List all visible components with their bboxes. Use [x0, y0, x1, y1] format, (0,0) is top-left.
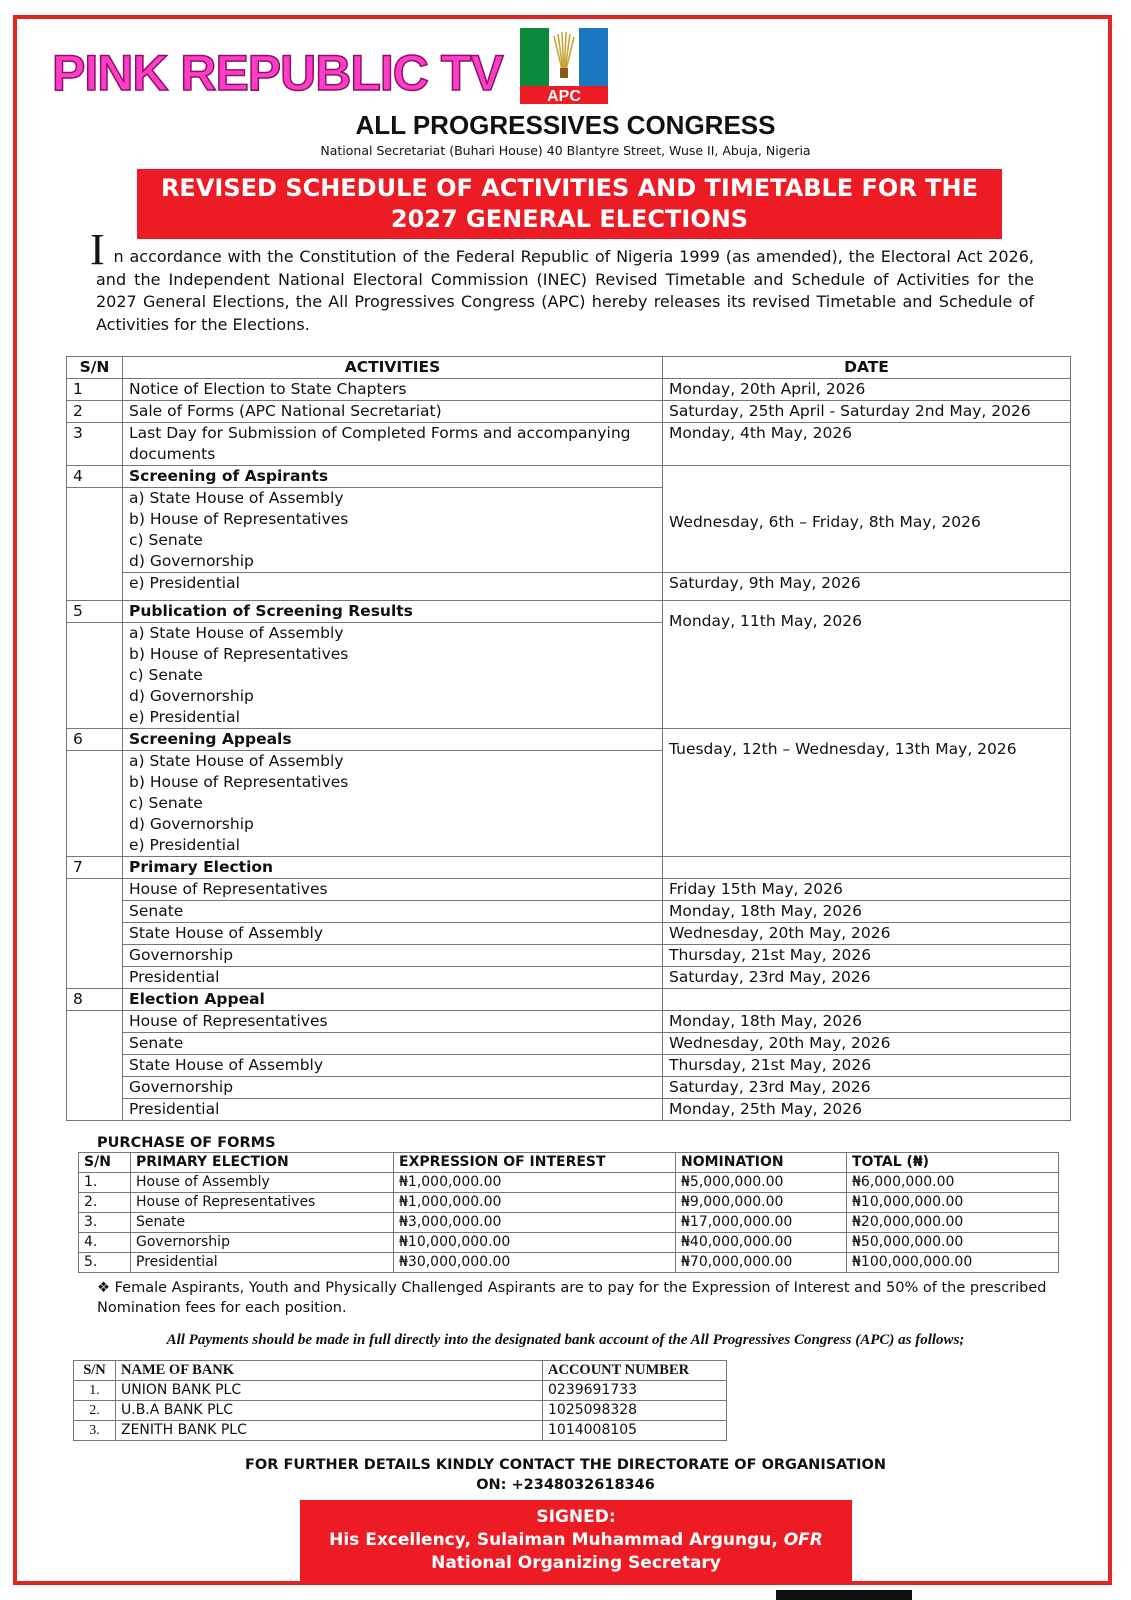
date-header: DATE	[663, 357, 1071, 379]
cell: 2.	[79, 1193, 131, 1213]
row-activity	[123, 751, 663, 857]
row-activity: State House of Assembly	[123, 1055, 663, 1077]
cell: 4.	[79, 1233, 131, 1253]
signatory-name: His Excellency, Sulaiman Muhammad Argungu,	[329, 1530, 778, 1550]
row-activity: Governorship	[123, 945, 663, 967]
logo-text: APC	[547, 88, 581, 104]
table-row	[67, 989, 1071, 1011]
row-activity: Senate	[123, 901, 663, 923]
row-sn: 6	[67, 729, 123, 751]
activity-line: a) State House of Assembly	[129, 752, 344, 770]
table-row	[79, 1193, 1059, 1213]
row-sn-spacer	[67, 1011, 123, 1121]
row-activity: House of Representatives	[123, 879, 663, 901]
col-header: NOMINATION	[676, 1153, 847, 1173]
section-title: Screening of Aspirants	[123, 466, 663, 488]
activity-line: c) Senate	[129, 666, 203, 684]
row-activity: Governorship	[123, 1077, 663, 1099]
corner-bar	[776, 1590, 912, 1600]
row-date	[663, 601, 1071, 729]
row-date: Monday, 4th May, 2026	[663, 423, 1071, 466]
row-sn: 4	[67, 466, 123, 488]
row-sn: 7	[67, 857, 123, 879]
row-sn: 2	[67, 401, 123, 423]
cell: ₦1,000,000.00	[394, 1193, 676, 1213]
activity-line: b) House of Representatives	[129, 645, 349, 663]
row-date-text: Monday, 11th May, 2026	[669, 612, 862, 630]
section-title: Election Appeal	[123, 989, 663, 1011]
table-row	[67, 401, 1071, 423]
bank-name: U.B.A BANK PLC	[116, 1401, 543, 1421]
row-activity: e) Presidential	[123, 573, 663, 601]
activity-line: b) House of Representatives	[129, 510, 349, 528]
activity-line: a) State House of Assembly	[129, 624, 344, 642]
intro-dropcap: I	[90, 225, 105, 274]
table-row	[79, 1213, 1059, 1233]
row-date: Thursday, 21st May, 2026	[663, 945, 1071, 967]
row-sn-spacer	[67, 623, 123, 729]
row-date: Thursday, 21st May, 2026	[663, 1055, 1071, 1077]
table-row	[67, 901, 1071, 923]
row-activity: Presidential	[123, 1099, 663, 1121]
section-title: Screening Appeals	[123, 729, 663, 751]
party-name: ALL PROGRESSIVES CONGRESS	[355, 110, 776, 140]
row-sn: 1	[67, 379, 123, 401]
col-header: PRIMARY ELECTION	[131, 1153, 394, 1173]
row-activity: Sale of Forms (APC National Secretariat)	[123, 401, 663, 423]
cell: 2.	[74, 1401, 116, 1421]
purchase-header-row	[79, 1153, 1059, 1173]
table-row	[79, 1233, 1059, 1253]
cell: House of Representatives	[131, 1193, 394, 1213]
row-activity: Senate	[123, 1033, 663, 1055]
row-date: Saturday, 9th May, 2026	[663, 573, 1071, 601]
activity-line: c) Senate	[129, 794, 203, 812]
cell: ₦10,000,000.00	[847, 1193, 1059, 1213]
table-row	[74, 1381, 727, 1401]
row-date: Monday, 18th May, 2026	[663, 901, 1071, 923]
cell: Governorship	[131, 1233, 394, 1253]
table-row	[79, 1173, 1059, 1193]
table-row	[67, 879, 1071, 901]
signed-label: SIGNED:	[536, 1507, 616, 1527]
signatory-position: National Organizing Secretary	[431, 1553, 721, 1573]
cell: 3.	[74, 1421, 116, 1441]
table-row	[67, 923, 1071, 945]
cell: Senate	[131, 1213, 394, 1233]
cell: ₦5,000,000.00	[676, 1173, 847, 1193]
col-header: NAME OF BANK	[116, 1361, 543, 1381]
brand-title: PINK REPUBLIC TV	[52, 45, 503, 101]
schedule-table	[66, 356, 1071, 1121]
table-row	[67, 729, 1071, 751]
row-sn: 5	[67, 601, 123, 623]
row-date: Friday 15th May, 2026	[663, 879, 1071, 901]
account-number: 1014008105	[543, 1421, 727, 1441]
activity-line: d) Governorship	[129, 552, 254, 570]
apc-logo	[520, 28, 608, 104]
title-line-2: 2027 GENERAL ELECTIONS	[390, 205, 749, 233]
row-date: Saturday, 25th April - Saturday 2nd May, 2026	[663, 401, 1071, 423]
contact-info	[0, 1455, 1131, 1495]
row-date-empty	[663, 989, 1071, 1011]
row-date: Monday, 18th May, 2026	[663, 1011, 1071, 1033]
activity-line: e) Presidential	[129, 708, 240, 726]
row-date: Wednesday, 20th May, 2026	[663, 1033, 1071, 1055]
row-sn: 3	[67, 423, 123, 466]
schedule-header-row	[67, 357, 1071, 379]
sn-header: S/N	[67, 357, 123, 379]
cell: 1.	[79, 1173, 131, 1193]
cell: 1.	[74, 1381, 116, 1401]
cell: ₦1,000,000.00	[394, 1173, 676, 1193]
activity-line: b) House of Representatives	[129, 773, 349, 791]
table-row	[67, 466, 1071, 488]
table-row	[67, 1099, 1071, 1121]
table-row	[67, 1055, 1071, 1077]
col-header: TOTAL (₦)	[847, 1153, 1059, 1173]
signatory-honor: OFR	[783, 1530, 823, 1550]
intro-text: n accordance with the Constitution of the Federal Republic of Nigeria 1999 (as amended), the Electoral Act 2026, and the Independent National Electoral Commission (INEC) Revised Timetable and Schedule of Activities for the 2027 General Elections, the All Progressives Congress (APC) hereby releases its revised Timetable and Schedule of Activities for the Elections.	[96, 247, 1034, 334]
table-row	[67, 945, 1071, 967]
row-sn-spacer	[67, 879, 123, 989]
row-date: Wednesday, 6th – Friday, 8th May, 2026	[663, 466, 1071, 573]
table-row	[74, 1401, 727, 1421]
activity-line: documents	[129, 445, 216, 463]
row-activity	[123, 488, 663, 573]
bank-accounts-table	[73, 1360, 727, 1441]
row-sn-spacer	[67, 488, 123, 601]
row-date: Wednesday, 20th May, 2026	[663, 923, 1071, 945]
row-date: Monday, 20th April, 2026	[663, 379, 1071, 401]
table-row	[67, 1077, 1071, 1099]
table-row	[67, 1011, 1071, 1033]
table-row	[67, 573, 1071, 601]
secretariat-address: National Secretariat (Buhari House) 40 Blantyre Street, Wuse II, Abuja, Nigeria	[320, 143, 811, 158]
cell: ₦40,000,000.00	[676, 1233, 847, 1253]
discount-note	[97, 1278, 1047, 1318]
note-text: Female Aspirants, Youth and Physically Challenged Aspirants are to pay for the Expression of Interest and 50% of the prescribed Nomination fees for each position.	[97, 1280, 1047, 1316]
activities-header: ACTIVITIES	[123, 357, 663, 379]
cell: ₦30,000,000.00	[394, 1253, 676, 1273]
purchase-forms-table	[78, 1152, 1059, 1273]
account-number: 1025098328	[543, 1401, 727, 1421]
cell: ₦10,000,000.00	[394, 1233, 676, 1253]
cell: 3.	[79, 1213, 131, 1233]
row-date-text: Tuesday, 12th – Wednesday, 13th May, 2026	[669, 740, 1017, 758]
cell: House of Assembly	[131, 1173, 394, 1193]
row-sn-spacer	[67, 751, 123, 857]
cell: 5.	[79, 1253, 131, 1273]
signature-banner	[300, 1500, 852, 1584]
bank-name: UNION BANK PLC	[116, 1381, 543, 1401]
section-title: Primary Election	[123, 857, 663, 879]
col-header: ACCOUNT NUMBER	[543, 1361, 727, 1381]
row-date: Monday, 25th May, 2026	[663, 1099, 1071, 1121]
cell: ₦50,000,000.00	[847, 1233, 1059, 1253]
account-number: 0239691733	[543, 1381, 727, 1401]
table-row	[74, 1421, 727, 1441]
col-header: S/N	[74, 1361, 116, 1381]
cell: ₦70,000,000.00	[676, 1253, 847, 1273]
cell: Presidential	[131, 1253, 394, 1273]
table-row	[67, 601, 1071, 623]
bank-name: ZENITH BANK PLC	[116, 1421, 543, 1441]
section-title: Publication of Screening Results	[123, 601, 663, 623]
activity-line: d) Governorship	[129, 687, 254, 705]
table-row	[67, 379, 1071, 401]
row-activity: Notice of Election to State Chapters	[123, 379, 663, 401]
payment-instruction: All Payments should be made in full directly into the designated bank account of the All Progressives Congress (APC) as follows;	[166, 1332, 965, 1348]
row-date-empty	[663, 857, 1071, 879]
cell: ₦100,000,000.00	[847, 1253, 1059, 1273]
table-row	[67, 967, 1071, 989]
bullet-icon: ❖	[97, 1280, 110, 1296]
col-header: S/N	[79, 1153, 131, 1173]
activity-line: Last Day for Submission of Completed Forms and accompanying	[129, 424, 631, 442]
table-row	[67, 423, 1071, 466]
row-sn: 8	[67, 989, 123, 1011]
activity-line: a) State House of Assembly	[129, 489, 344, 507]
document-title-banner	[137, 169, 1002, 239]
row-date: Saturday, 23rd May, 2026	[663, 967, 1071, 989]
col-header: EXPRESSION OF INTEREST	[394, 1153, 676, 1173]
table-row	[67, 1033, 1071, 1055]
cell: ₦6,000,000.00	[847, 1173, 1059, 1193]
activity-line: c) Senate	[129, 531, 203, 549]
row-activity: Presidential	[123, 967, 663, 989]
row-activity: House of Representatives	[123, 1011, 663, 1033]
cell: ₦3,000,000.00	[394, 1213, 676, 1233]
purchase-forms-title: PURCHASE OF FORMS	[97, 1135, 276, 1151]
bank-header-row	[74, 1361, 727, 1381]
row-date	[663, 729, 1071, 857]
row-activity: State House of Assembly	[123, 923, 663, 945]
row-activity	[123, 623, 663, 729]
table-row	[79, 1253, 1059, 1273]
row-activity	[123, 423, 663, 466]
cell: ₦9,000,000.00	[676, 1193, 847, 1213]
table-row	[67, 857, 1071, 879]
signatory-line	[300, 1529, 852, 1552]
cell: ₦17,000,000.00	[676, 1213, 847, 1233]
cell: ₦20,000,000.00	[847, 1213, 1059, 1233]
activity-line: d) Governorship	[129, 815, 254, 833]
contact-line-1: FOR FURTHER DETAILS KINDLY CONTACT THE DIRECTORATE OF ORGANISATION	[245, 1457, 886, 1473]
contact-phone: ON: +2348032618346	[476, 1477, 655, 1493]
title-line-1: REVISED SCHEDULE OF ACTIVITIES AND TIMETABLE FOR THE	[160, 174, 979, 202]
row-date: Saturday, 23rd May, 2026	[663, 1077, 1071, 1099]
activity-line: e) Presidential	[129, 836, 240, 854]
intro-paragraph	[96, 246, 1034, 336]
